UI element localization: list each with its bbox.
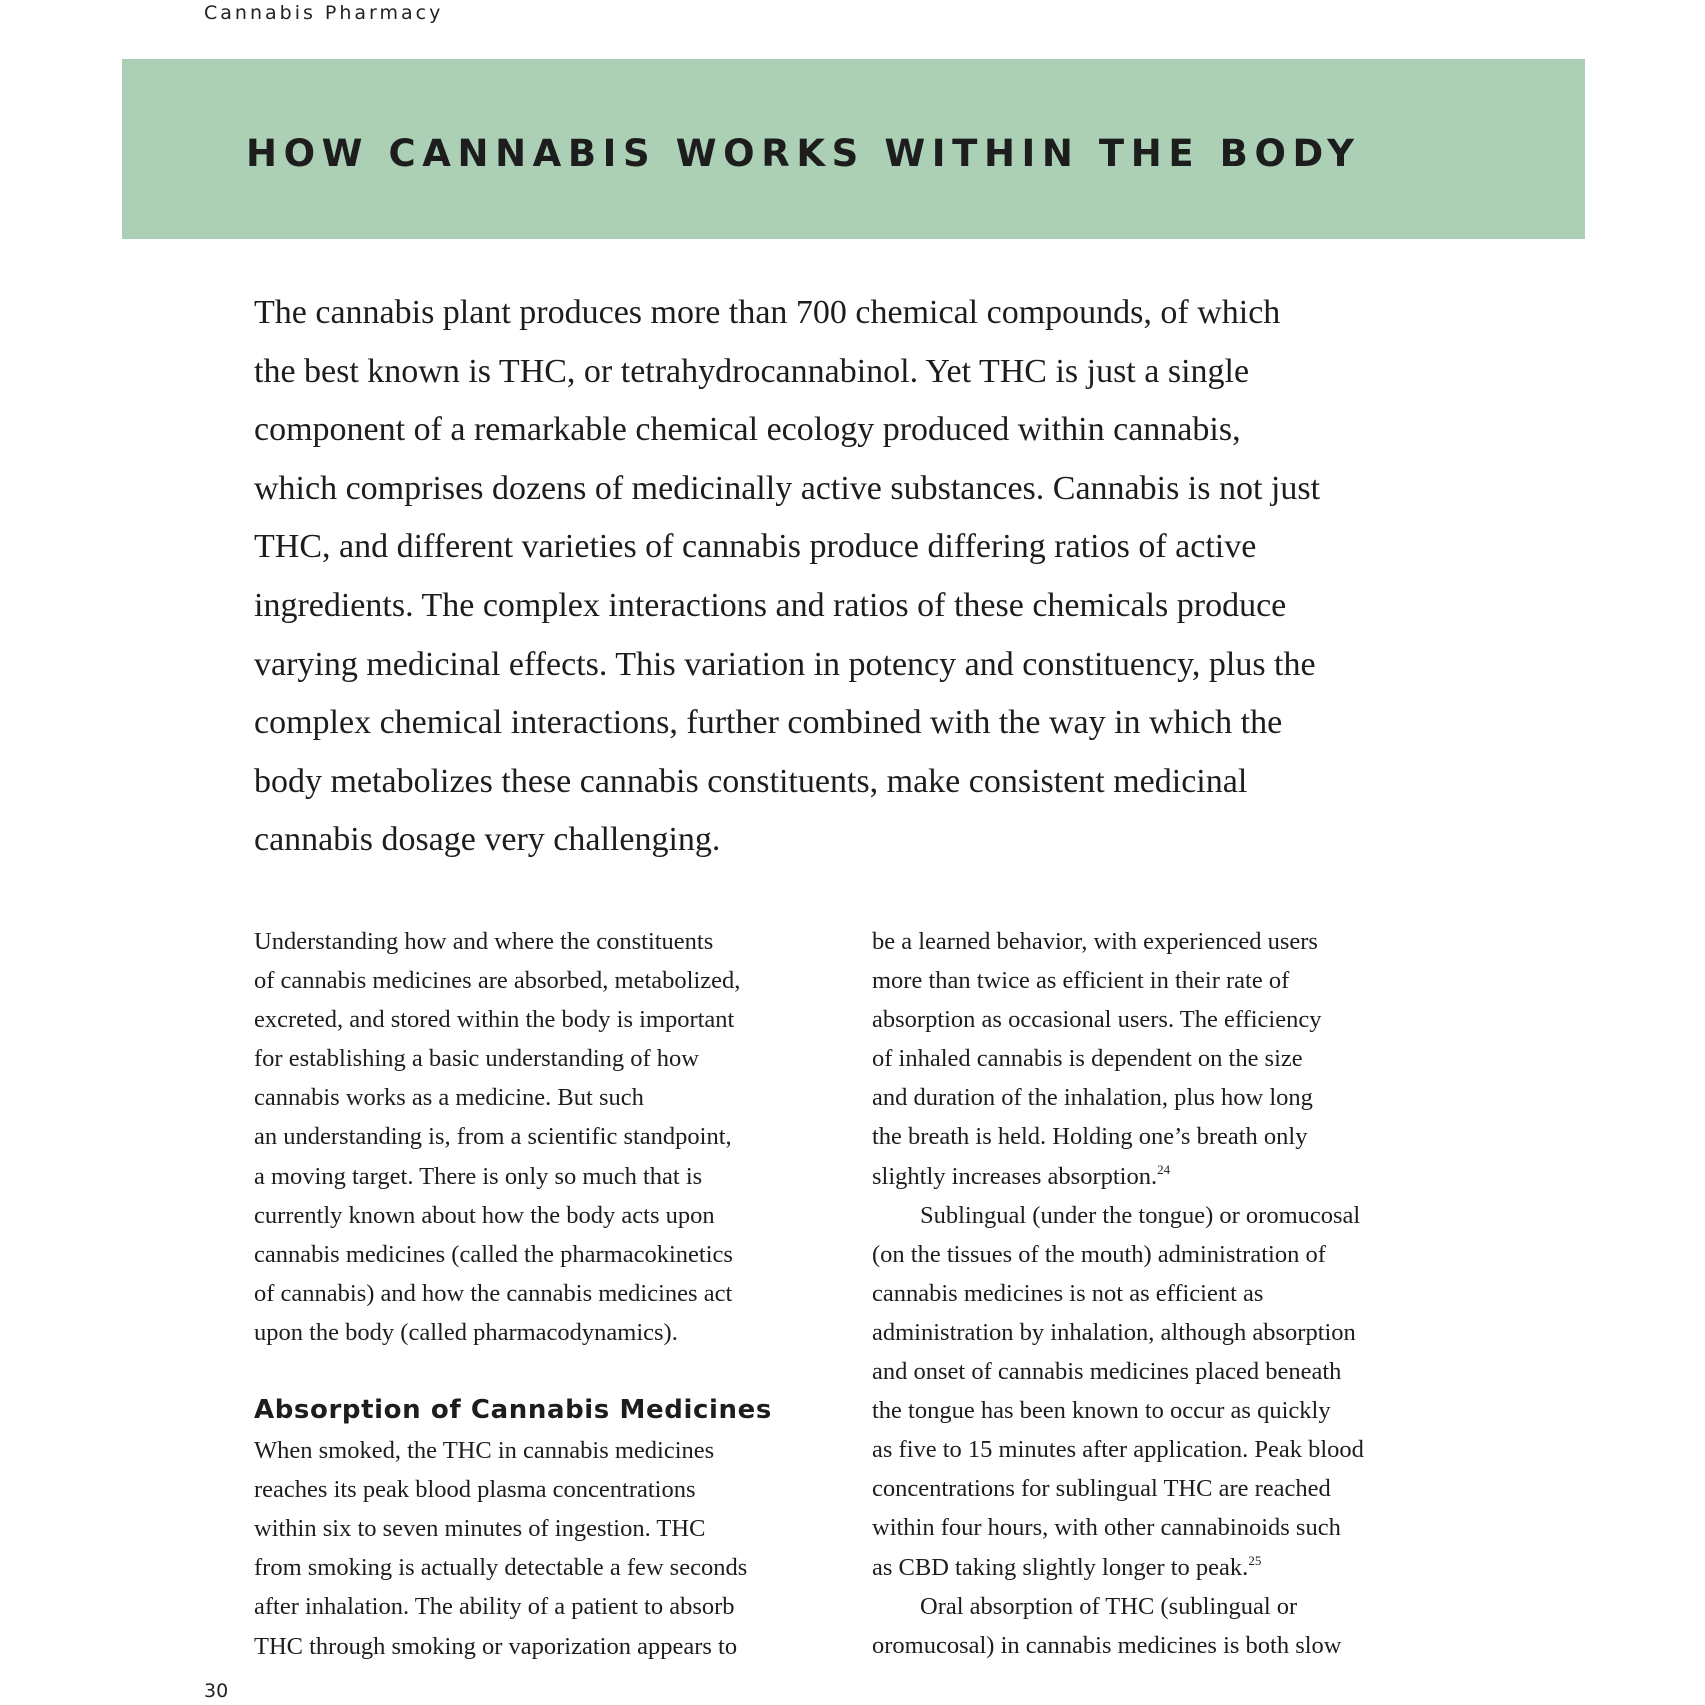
text-line: the breath is held. Holding one’s breath only <box>872 1123 1308 1151</box>
text-line: of cannabis) and how the cannabis medicines act <box>254 1279 733 1307</box>
paragraph-gap <box>254 1352 874 1391</box>
text-line: upon the body (called pharmacodynamics). <box>254 1318 678 1346</box>
section-title: HOW CANNABIS WORKS WITHIN THE BODY <box>246 132 1361 175</box>
intro-line: varying medicinal effects. This variation in potency and constituency, plus the <box>254 645 1316 683</box>
intro-line: cannabis dosage very challenging. <box>254 821 721 859</box>
intro-line: body metabolizes these cannabis constituents, make consistent medicinal <box>254 762 1248 800</box>
intro-paragraph <box>254 284 1454 870</box>
text-fragment: as CBD taking slightly longer to peak. <box>872 1553 1249 1581</box>
intro-line: which comprises dozens of medicinally active substances. Cannabis is not just <box>254 469 1321 507</box>
text-line: excreted, and stored within the body is important <box>254 1006 735 1034</box>
text-line: be a learned behavior, with experienced users <box>872 928 1318 955</box>
understanding-paragraph <box>254 922 874 1352</box>
section-banner <box>122 59 1585 239</box>
text-line: administration by inhalation, although absorption <box>872 1318 1356 1346</box>
text-line: from smoking is actually detectable a few seconds <box>254 1554 748 1582</box>
text-line: Sublingual (under the tongue) or oromucosal <box>920 1201 1361 1229</box>
intro-line: ingredients. The complex interactions and ratios of these chemicals produce <box>254 586 1287 624</box>
left-column <box>254 922 874 1666</box>
text-line: concentrations for sublingual THC are reached <box>872 1475 1331 1503</box>
text-line: the tongue has been known to occur as quickly <box>872 1397 1331 1425</box>
learned-behavior-paragraph <box>872 922 1492 1196</box>
text-line: as five to 15 minutes after application. Peak blood <box>872 1436 1364 1464</box>
footnote-ref-25: 25 <box>1248 1552 1262 1568</box>
text-line: after inhalation. The ability of a patient to absorb <box>254 1593 735 1621</box>
text-line: oromucosal) in cannabis medicines is both slow <box>872 1631 1342 1659</box>
text-line: more than twice as efficient in their rate of <box>872 967 1290 995</box>
text-line: within four hours, with other cannabinoids such <box>872 1514 1341 1542</box>
intro-line: The cannabis plant produces more than 700 chemical compounds, of which <box>254 294 1281 331</box>
intro-line: component of a remarkable chemical ecology produced within cannabis, <box>254 411 1241 449</box>
intro-line: THC, and different varieties of cannabis produce differing ratios of active <box>254 528 1257 566</box>
text-line: within six to seven minutes of ingestion. THC <box>254 1515 706 1543</box>
sublingual-paragraph <box>872 1196 1492 1587</box>
text-line: Oral absorption of THC (sublingual or <box>920 1592 1298 1620</box>
smoking-paragraph <box>254 1431 874 1666</box>
text-line <box>872 1157 1492 1196</box>
text-line <box>872 1548 1492 1587</box>
running-head: Cannabis Pharmacy <box>204 2 444 24</box>
right-column <box>872 922 1492 1665</box>
footnote-ref-24: 24 <box>1157 1161 1171 1177</box>
absorption-subheading: Absorption of Cannabis Medicines <box>254 1395 772 1426</box>
intro-line: the best known is THC, or tetrahydrocannabinol. Yet THC is just a single <box>254 352 1250 390</box>
text-line: THC through smoking or vaporization appears to <box>254 1632 738 1660</box>
text-line: an understanding is, from a scientific standpoint, <box>254 1123 732 1151</box>
text-line: for establishing a basic understanding of how <box>254 1045 699 1073</box>
text-line: When smoked, the THC in cannabis medicines <box>254 1437 715 1465</box>
page-number: 30 <box>204 1680 229 1702</box>
text-line: cannabis works as a medicine. But such <box>254 1084 644 1112</box>
oral-absorption-paragraph <box>872 1587 1492 1665</box>
text-line: reaches its peak blood plasma concentrations <box>254 1476 696 1504</box>
text-line: and onset of cannabis medicines placed beneath <box>872 1358 1342 1386</box>
text-line: a moving target. There is only so much that is <box>254 1162 703 1190</box>
text-line: of inhaled cannabis is dependent on the size <box>872 1045 1303 1073</box>
text-line: absorption as occasional users. The efficiency <box>872 1006 1322 1034</box>
text-line: currently known about how the body acts upon <box>254 1201 715 1229</box>
text-line: of cannabis medicines are absorbed, metabolized, <box>254 967 741 995</box>
text-line: and duration of the inhalation, plus how long <box>872 1084 1313 1112</box>
text-line: Understanding how and where the constituents <box>254 928 714 955</box>
text-line: (on the tissues of the mouth) administration of <box>872 1240 1326 1268</box>
text-line: cannabis medicines (called the pharmacokinetics <box>254 1240 733 1268</box>
text-line: cannabis medicines is not as efficient as <box>872 1279 1264 1307</box>
text-fragment: slightly increases absorption. <box>872 1162 1158 1190</box>
intro-line: complex chemical interactions, further combined with the way in which the <box>254 704 1283 742</box>
